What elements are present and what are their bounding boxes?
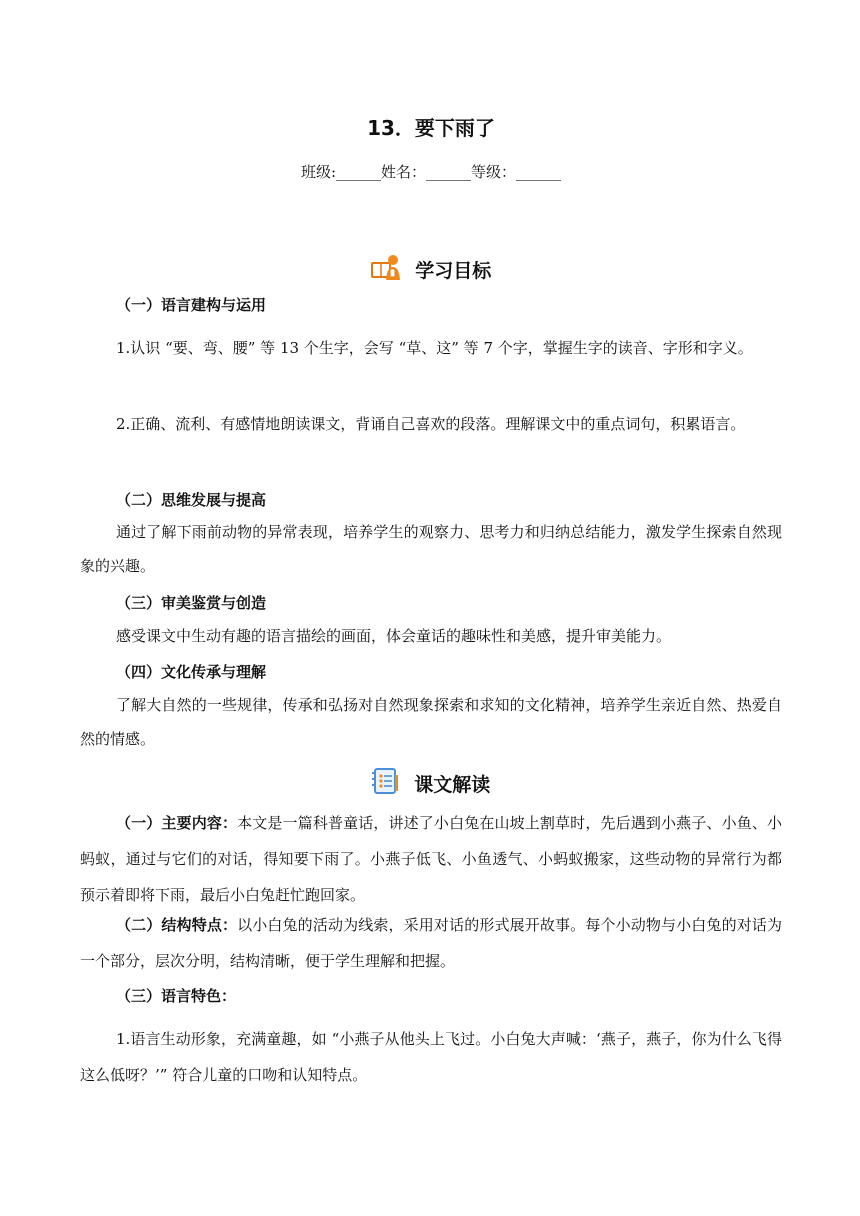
subheading-language-features: （三）语言特色： xyxy=(116,987,237,1005)
notebook-list-icon xyxy=(372,767,400,803)
paragraph-goal-2: 2.正确、流利、有感情地朗读课文，背诵自己喜欢的段落。理解课文中的重点词句，积累语言。 xyxy=(116,415,746,433)
section-heading-goals: 学习目标 xyxy=(80,253,782,289)
subheading-culture: （四）文化传承与理解 xyxy=(116,663,267,681)
label-main-content: （一）主要内容： xyxy=(116,814,238,832)
paragraph-goal-1: 1.认识 “要、弯、腰” 等 13 个生字，会写 “草、这” 等 7 个字，掌握生字的读音、字形和字义。 xyxy=(116,339,753,357)
paragraph-goal-3: 通过了解下雨前动物的异常表现，培养学生的观察力、思考力和归纳总结能力，激发学生探索自然现象的兴趣。 xyxy=(80,523,782,575)
subheading-language: （一）语言建构与运用 xyxy=(116,296,267,314)
paragraph-structure: （二）结构特点：以小白兔的活动为线索，采用对话的形式展开故事。每个小动物与小白兔的对话为一个部分，层次分明，结构清晰，便于学生理解和把握。 xyxy=(80,916,782,970)
subheading-thinking: （二）思维发展与提高 xyxy=(116,491,267,509)
page-title: 13．要下雨了 xyxy=(367,116,495,140)
paragraph-language-feature-1: 1.语言生动形象，充满童趣，如 “小燕子从他头上飞过。小白兔大声喊：‘燕子，燕子，你为什么飞得这么低呀？’” 符合儿童的口吻和认知特点。 xyxy=(80,1030,782,1084)
paragraph-main-content: （一）主要内容：本文是一篇科普童话，讲述了小白兔在山坡上割草时，先后遇到小燕子、小鱼、小蚂蚁，通过与它们的对话，得知要下雨了。小燕子低飞、小鱼透气、小蚂蚁搬家，这些动物的异常行为都预示着即将下雨，最后小白兔赶忙跑回家。 xyxy=(80,814,782,904)
paragraph-goal-4: 感受课文中生动有趣的语言描绘的画面，体会童话的趣味性和美感，提升审美能力。 xyxy=(116,627,672,645)
paragraph-goal-5: 了解大自然的一些规律，传承和弘扬对自然现象探索和求知的文化精神，培养学生亲近自然、热爱自然的情感。 xyxy=(80,696,782,748)
section-heading-reading: 课文解读 xyxy=(80,767,782,803)
teacher-reading-icon xyxy=(371,253,401,289)
subheading-aesthetics: （三）审美鉴赏与创造 xyxy=(116,594,267,612)
label-structure: （二）结构特点： xyxy=(116,916,238,934)
student-info-line: 班级:______姓名：______等级：______ xyxy=(300,163,562,181)
